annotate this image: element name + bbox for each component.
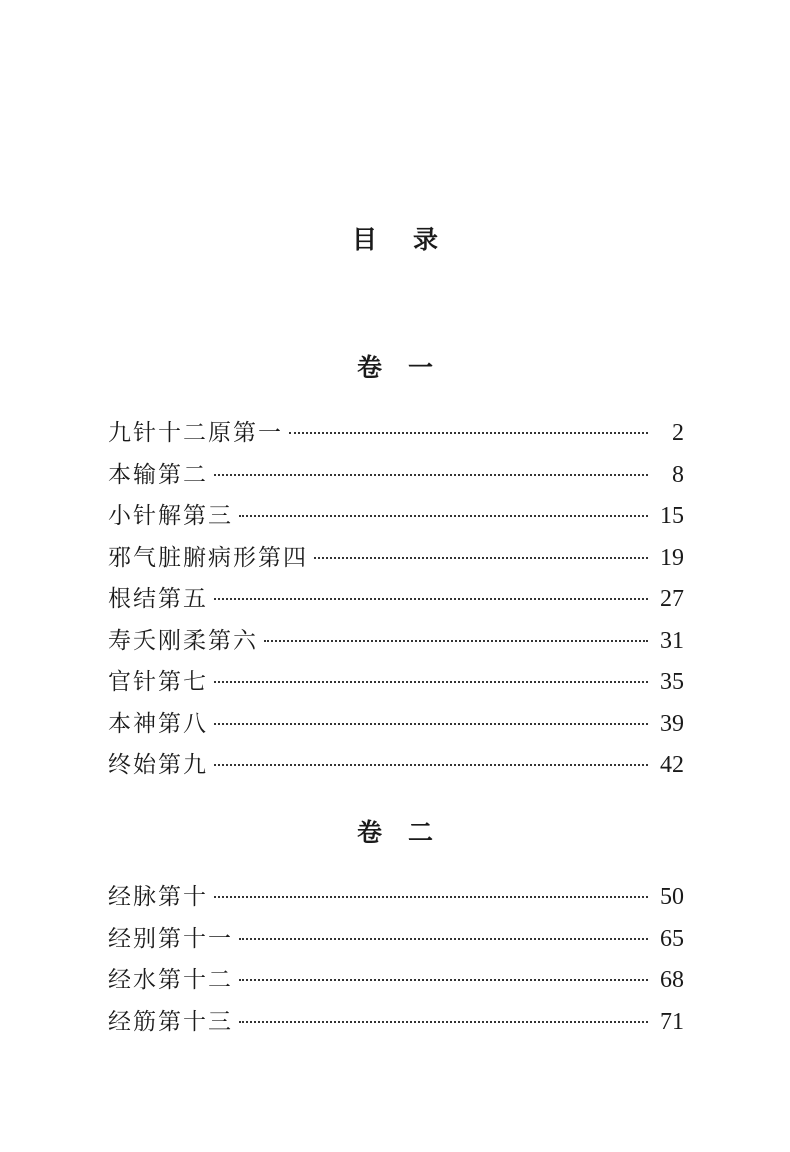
toc-entry-title: 终始第九 [108, 752, 208, 778]
toc-entry-title: 官针第七 [108, 669, 208, 695]
toc-entry-title: 寿夭刚柔第六 [108, 627, 258, 654]
toc-entry[interactable] [108, 496, 684, 538]
dot-leader [239, 1021, 648, 1023]
toc-entry-title: 小针解第三 [108, 503, 233, 529]
volume-heading-2: 卷二 [356, 818, 459, 847]
dot-leader [214, 764, 648, 766]
toc-entry-title: 经筋第十三 [108, 1008, 233, 1035]
toc-entry-title: 经水第十二 [108, 967, 233, 993]
toc-entry[interactable] [108, 455, 684, 497]
toc-entry[interactable] [108, 538, 684, 580]
toc-entry-page: 68 [660, 967, 684, 993]
toc-entry-page: 15 [660, 503, 684, 529]
toc-entry-page: 39 [660, 710, 684, 737]
dot-leader [239, 979, 648, 981]
dot-leader [264, 640, 648, 642]
toc-entry-title: 本神第八 [108, 710, 208, 737]
dot-leader [239, 938, 648, 940]
toc-entry-title: 根结第五 [108, 586, 208, 612]
toc-entry[interactable] [108, 745, 684, 787]
dot-leader [214, 474, 648, 476]
toc-entry-page: 65 [660, 925, 684, 952]
dot-leader [214, 723, 648, 725]
toc-entry-page: 8 [672, 461, 684, 488]
dot-leader [214, 598, 648, 600]
toc-entry-page: 42 [660, 752, 684, 778]
toc-entry[interactable] [108, 1002, 684, 1044]
toc-entry-page: 2 [672, 420, 684, 446]
toc-entry[interactable] [108, 919, 684, 961]
volume-heading-1: 卷一 [356, 353, 459, 382]
toc-entry[interactable] [108, 704, 684, 746]
dot-leader [214, 681, 648, 683]
dot-leader [214, 896, 648, 898]
toc-entry[interactable] [108, 579, 684, 621]
toc-entry-title: 邪气脏腑病形第四 [108, 544, 308, 571]
toc-entry-page: 35 [660, 669, 684, 695]
dot-leader [314, 557, 648, 559]
toc-entry[interactable] [108, 662, 684, 704]
toc-entry-title: 经脉第十 [108, 884, 208, 910]
toc-entry-page: 31 [660, 627, 684, 654]
dot-leader [289, 432, 648, 434]
toc-list-volume-2 [108, 877, 684, 1043]
toc-entry-page: 71 [660, 1008, 684, 1035]
toc-entry[interactable] [108, 877, 684, 919]
toc-list-volume-1 [108, 413, 684, 787]
toc-entry-page: 19 [660, 544, 684, 571]
toc-entry[interactable] [108, 960, 684, 1002]
toc-entry-page: 50 [660, 884, 684, 910]
toc-entry-title: 经别第十一 [108, 925, 233, 952]
toc-entry-title: 九针十二原第一 [108, 420, 283, 446]
toc-entry-title: 本输第二 [108, 461, 208, 488]
toc-entry-page: 27 [660, 586, 684, 612]
page-title: 目录 [351, 225, 474, 254]
toc-entry[interactable] [108, 621, 684, 663]
toc-entry[interactable] [108, 413, 684, 455]
dot-leader [239, 515, 648, 517]
